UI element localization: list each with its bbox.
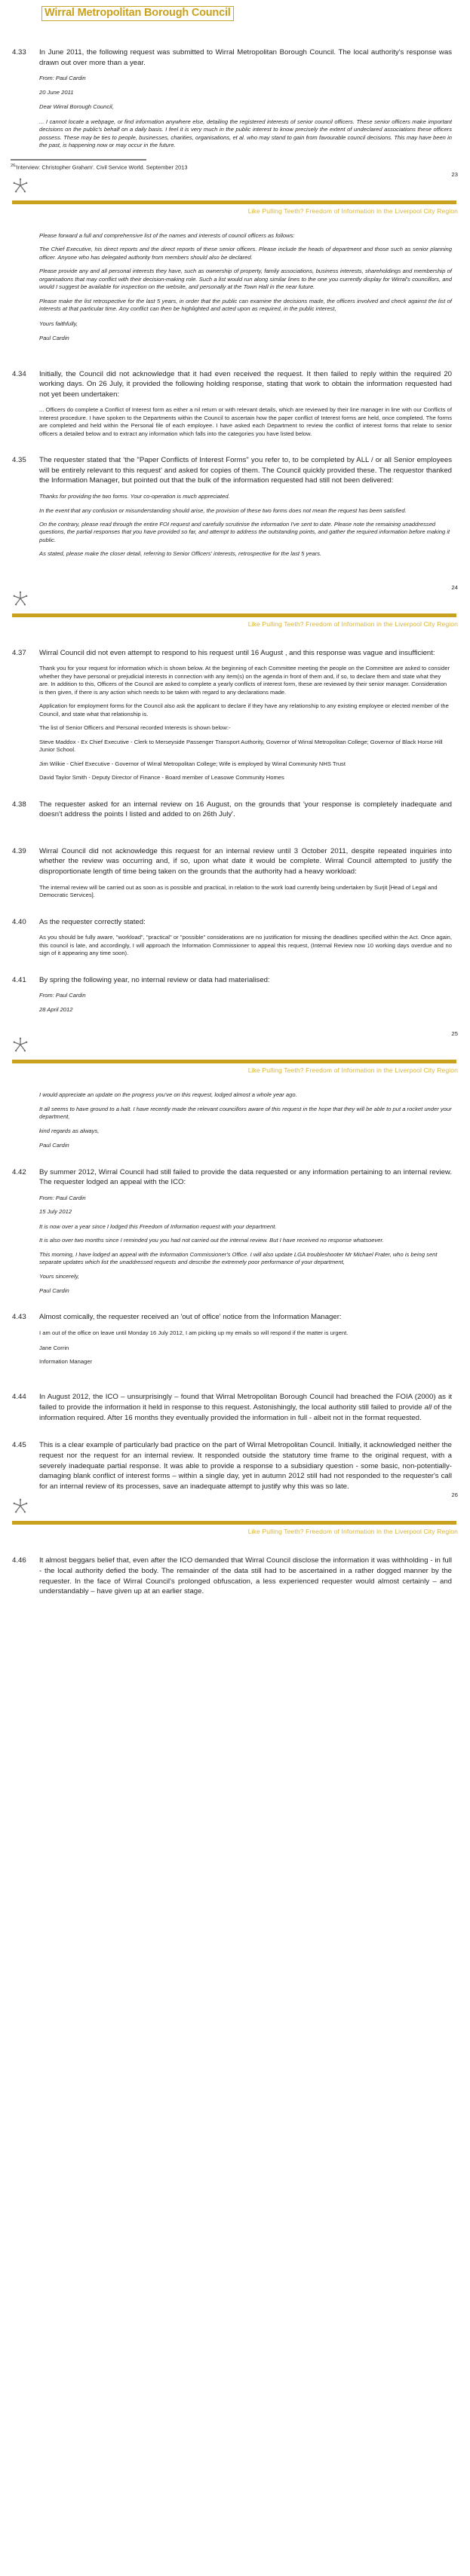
page-title: Wirral Metropolitan Borough Council <box>41 6 234 21</box>
page-24 <box>0 218 470 631</box>
paragraph-4-37 <box>0 648 470 659</box>
quote-4-37-body <box>39 665 452 782</box>
paragraph-4-34 <box>0 369 470 400</box>
paragraph-number: 4.44 <box>12 1393 26 1402</box>
paragraph-text: By spring the following year, no internal review or data had materialised: <box>39 975 270 984</box>
quote-4-40-body <box>39 934 452 957</box>
quote-signature-role: Information Manager <box>39 1358 93 1366</box>
page-27-partial <box>0 1538 470 1596</box>
paragraph-number: 4.34 <box>12 369 26 378</box>
paragraph-number: 4.35 <box>12 456 26 465</box>
page-number-24: 24 <box>451 583 458 591</box>
quote-paragraph: Please forward a full and comprehensive list of the names and interests of council officers as follows: <box>39 231 295 239</box>
quote-4-41-signature <box>39 1142 452 1149</box>
page-number-25: 25 <box>451 1030 458 1038</box>
quote-paragraph: Thanks for providing the two forms. Your co-operation is much appreciated. <box>39 493 230 500</box>
paragraph-4-44 <box>0 1392 470 1423</box>
quote-4-41-header <box>39 992 452 1014</box>
quote-paragraph: It is also over two months since I reminded you you had not carried out the internal review. But I have received no response whatsoever. <box>39 1237 384 1244</box>
quote-paragraph: The internal review will be carried out as soon as is possible and practical, in relation to the work load currently being undertaken by Surjit [Head of Legal and Democratic Services]. <box>39 883 438 899</box>
quote-date: 15 July 2012 <box>39 1208 72 1216</box>
star-logo-mark <box>12 1498 29 1513</box>
quote-officer-entry: David Taylor Smith - Deputy Director of Finance - Board member of Leasowe Community Homes <box>39 774 284 782</box>
quote-date: 28 April 2012 <box>39 1005 73 1013</box>
quote-paragraph: This morning, I have lodged an appeal with the Information Commissioner's Office. I will also update LGA troubleshooter Mr Michael Frater, who is being sent separate updates which list the unaddressed requests and describe the extremely poor performance of your department, <box>39 1250 438 1266</box>
paragraph-text: This is a clear example of particularly bad practice on the part of Wirral Metropolitan Council. Initially, it acknowledged neither the request nor the request for an internal review. It responded outside the statutory time frame to the original request, with a severely inadequate partial response. It was able to provide a response to a subsidiary question - some basic, non-potentially-damaging blank conflict of interest forms – within a single day, yet in autumn 2012 still had not responded to the requester's call for an internal review of its processes, save an inadequate attempt to justify why this was so late. <box>39 1441 452 1491</box>
page-26 <box>0 1077 470 1538</box>
paragraph-number: 4.38 <box>12 800 26 809</box>
footnote-marker: 26 <box>11 163 16 168</box>
paragraph-number: 4.43 <box>12 1313 26 1322</box>
page-footer-26 <box>0 1521 470 1538</box>
star-logo-mark <box>12 178 29 193</box>
paragraph-4-41 <box>0 975 470 986</box>
quote-from: From: Paul Cardin <box>39 75 86 82</box>
quote-paragraph: Please provide any and all personal interests they have, such as ownership of property, family associations, business interests, shareholdings and membership of organisations that may conflict with their decision-making role. Such a list would run along similar lines to the one you currently display for Wirral's councillors, and would I suggest be available for inspection on the website, and personally at the Town Hall in the near future. <box>39 268 452 291</box>
paragraph-text: The requester asked for an internal review on 16 August, on the grounds that 'your response is completely inadequate and doesn't address the points I listed and added to on 26th July'. <box>39 800 452 819</box>
paragraph-text <box>39 1392 452 1423</box>
quote-paragraph: It all seems to have ground to a halt. I have recently made the relevant councillors aware of this request in the hope that they will be able to put a rocket under your department, <box>39 1105 452 1121</box>
quote-date: 20 June 2011 <box>39 88 74 96</box>
paragraph-4-33 <box>0 47 470 68</box>
quote-paragraph: ... I cannot locate a webpage, or find information anywhere else, detailing the registered interests of senior council officers. These senior officers make important decisions on the public's behalf on a daily basis. I feel it is very much in the public interest to know precisely the extent of undeclared associations these officers possess. These may be ties to people, businesses, charities, organisations, et al. who may stand to gain from favourable council decisions. This may have been in the past, is happening now or may occur in the future. <box>39 118 452 149</box>
quote-4-42-body <box>39 1223 452 1280</box>
page-23 <box>0 0 470 218</box>
quote-paragraph: Please make the list retrospective for the last 5 years, in order that the public can examine the decisions made, the officers involved and check against the list of interests at that particular time. Any conflict can then be highlighted and acted upon as required, in the public interest, <box>39 297 452 313</box>
quote-paragraph: As you should be fully aware, "workload", "practical" or "possible" considerations are no justification for missing the deadlines specified within the Act. Once again, this council is late, and accordingly, I will approach the Information Commissioner to appeal this request, (Internal Review now 10 working days overdue and no sign of it appearing any time soon). <box>39 934 452 957</box>
paragraph-text: Wirral Council did not even attempt to respond to his request until 16 August , and this response was vague and insufficient: <box>39 648 435 657</box>
quote-4-42-header <box>39 1195 452 1216</box>
paragraph-number: 4.41 <box>12 975 26 984</box>
paragraph-text: In June 2011, the following request was submitted to Wirral Metropolitan Borough Council. The local authority's response was drawn out over more than a year. <box>39 48 452 67</box>
quote-paragraph: I am out of the office on leave until Monday 16 July 2012, I am picking up my emails so will respond if the matter is urgent. <box>39 1329 349 1337</box>
quote-4-33-signature <box>39 335 452 342</box>
paragraph-text-part-1: In August 2012, the ICO – unsurprisingly – found that Wirral Metropolitan Borough Council had breached the FOIA (2000) as it failed to provide the information it held in response to this request. Astonishingly, the local authority still failed to provide <box>39 1393 452 1412</box>
document-title-wrap <box>0 0 470 21</box>
quote-4-34-body <box>39 406 452 438</box>
running-head: Like Pulling Teeth? Freedom of Information in the Liverpool City Region <box>247 620 458 628</box>
quote-paragraph: The Chief Executive, his direct reports and the direct reports of these senior officers. Please include the heads of department and those such as senior planning officer. Anyone who has delegated authority from members should also be declared. <box>39 246 452 261</box>
footnote-text: 'Interview: Christopher Graham'. Civil Service World. September 2013 <box>15 164 188 171</box>
paragraph-4-42 <box>0 1167 470 1188</box>
footnote <box>11 164 470 171</box>
quote-paragraph: In the event that any confusion or misunderstanding should arise, the provision of these two forms does not mean the request has been satisfied. <box>39 506 407 514</box>
quote-paragraph: Thank you for your request for information which is shown below. At the beginning of each Committee meeting the people on the Committee are asked to consider whether they have personal or prejudicial interests in connection with any item(s) on the agenda in front of them and, if so, to declare them and state what they are. In addition to this, Officers of the Council are asked to complete a yearly conflicts of interest form, these are reviewed by their senior manager. Consideration is then given, if there is any action which needs to be taken with regard to any declarations made. <box>39 665 450 696</box>
paragraph-4-39 <box>0 846 470 877</box>
quote-4-35-body <box>39 493 452 558</box>
paragraph-text: The requester stated that 'the "Paper Conflicts of Interest Forms" you refer to, to be completed by ALL / or all Senior employees will be entirely relevant to this request' and asked for copies of them. The Council quickly provided these. The requestor thanked the Information Manager, but pointed out that the bulk of the information requested had still not been delivered: <box>39 456 452 485</box>
paragraph-text-part-2: of the information required. After 16 months they eventually provided the information in full - albeit not in the format requested. <box>39 1403 453 1422</box>
quote-signoff: Yours faithfully, <box>39 320 78 327</box>
quote-4-33-signoff <box>39 320 452 328</box>
paragraph-4-40 <box>0 917 470 928</box>
quote-paragraph: Application for employment forms for the Council also ask the applicant to declare if they have any relationship to any existing employee or elected member of the Council, and state what that relationship is. <box>39 702 449 717</box>
quote-4-33-cont <box>39 232 452 314</box>
paragraph-number: 4.37 <box>12 648 26 657</box>
quote-paragraph: It is now over a year since I lodged this Freedom of Information request with your department. <box>39 1222 277 1230</box>
page-footer-23 <box>0 200 470 218</box>
paragraph-text: It almost beggars belief that, even after the ICO demanded that Wirral Council disclose the information it was withholding - in full - the local authority defied the body. The remainder of the data still had to be ascertained in a rather dogged manner by the requester. In the face of Wirral Council's prolonged obfuscation, a less experienced requester would almost certainly – and understandably – have given up at an earlier stage. <box>39 1556 452 1596</box>
quote-paragraph: As stated, please make the closer detail, referring to Senior Officers' interests, retrospective for the last 5 years. <box>39 550 322 558</box>
quote-paragraph: I would appreciate an update on the progress you've on this request, lodged almost a whole year ago. <box>39 1091 297 1099</box>
paragraph-4-45 <box>0 1440 470 1491</box>
paragraph-number: 4.33 <box>12 48 26 57</box>
star-logo-mark <box>12 591 29 606</box>
quote-signoff: kind regards as always, <box>39 1127 100 1134</box>
page-footer-24 <box>0 613 470 631</box>
quote-paragraph: On the contrary, please read through the entire FOI request and carefully scrutinise the information I've sent to date. Please note the remaining unaddressed questions, the partial responses that you have provided so far, and attempt to address the outstanding points, and gather the required information before making it public. <box>39 520 450 543</box>
paragraph-4-38 <box>0 800 470 820</box>
paragraph-text: Wirral Council did not acknowledge this request for an internal review until 3 October 2011, despite repeated inquiries into whether the review was occurring and, if so, upon what date it would be complete. Wirral Council attempted to justify the disproportionate length of time being taken on the grounds that the authority had a heavy workload: <box>39 846 452 877</box>
quote-4-33-body <box>39 118 452 150</box>
paragraph-text: Almost comically, the requester received an 'out of office' notice from the Information Manager: <box>39 1313 342 1322</box>
paragraph-4-46 <box>0 1556 470 1596</box>
paragraph-number: 4.45 <box>12 1441 26 1450</box>
quote-4-43-signature <box>39 1345 452 1366</box>
running-head: Like Pulling Teeth? Freedom of Information in the Liverpool City Region <box>247 207 458 215</box>
paragraph-4-35 <box>0 455 470 486</box>
quote-paragraph: ... Officers do complete a Conflict of Interest form as either a nil return or with relevant details, which are reviewed by their line manager in line with our Conflicts of Interest procedure. I have spoken to the Departments within the Council to ascertain how the paper conflict of Interest forms are held, once completed. The forms are completed and held within the Personal file of each employee. I have asked each Department to review the conflict of interest forms that relate to senior officers a detailed below and to extract any information which falls into the categories you have listed below. <box>39 406 452 437</box>
quote-signature: Paul Cardin <box>39 1287 69 1294</box>
quote-4-33-salutation <box>39 103 452 111</box>
page-25 <box>0 631 470 1077</box>
quote-4-33-header <box>39 75 452 96</box>
paragraph-text: Initially, the Council did not acknowledge that it had even received the request. It then failed to reply within the required 20 working days. On 26 July, it provided the following holding response, stating that work to obtain the information requested had not yet been undertaken: <box>39 369 452 399</box>
quote-4-39-body <box>39 884 452 900</box>
page-number-23: 23 <box>451 170 458 178</box>
star-logo-mark <box>12 1037 29 1052</box>
footnote-divider <box>11 159 146 161</box>
paragraph-text: By summer 2012, Wirral Council had still failed to provide the data requested or any information pertaining to an internal review. The requester lodged an appeal with the ICO: <box>39 1167 452 1187</box>
paragraph-emphasis: all <box>424 1403 432 1412</box>
paragraph-number: 4.40 <box>12 917 26 926</box>
page-footer-25 <box>0 1060 470 1077</box>
running-head: Like Pulling Teeth? Freedom of Information in the Liverpool City Region <box>247 1528 458 1536</box>
quote-signature: Paul Cardin <box>39 335 69 342</box>
paragraph-4-43 <box>0 1312 470 1323</box>
quote-signoff: Yours sincerely, <box>39 1272 80 1280</box>
quote-officer-entry: Jim Wilkie - Chief Executive - Governor of Wirral Metropolitan College; Wife is employed by Wirral Community NHS Trust <box>39 760 346 767</box>
quote-from: From: Paul Cardin <box>39 1194 86 1201</box>
quote-salutation: Dear Wirral Borough Council, <box>39 103 114 111</box>
quote-paragraph: The list of Senior Officers and Personal recorded Interests is shown below:- <box>39 724 231 732</box>
quote-4-41-body <box>39 1091 452 1135</box>
quote-4-42-signature <box>39 1287 452 1295</box>
page-number-26: 26 <box>451 1491 458 1499</box>
paragraph-number: 4.42 <box>12 1167 26 1176</box>
quote-signature: Paul Cardin <box>39 1142 69 1149</box>
quote-signature-name: Jane Corrin <box>39 1344 69 1351</box>
quote-4-43-body <box>39 1329 452 1337</box>
paragraph-number: 4.46 <box>12 1556 26 1565</box>
paragraph-text: As the requester correctly stated: <box>39 917 146 926</box>
quote-from: From: Paul Cardin <box>39 992 86 999</box>
running-head: Like Pulling Teeth? Freedom of Information in the Liverpool City Region <box>247 1066 458 1075</box>
paragraph-number: 4.39 <box>12 846 26 855</box>
quote-officer-entry: Steve Maddox - Ex Chief Executive - Clerk to Merseyside Passenger Transport Authority, Governor of Wirral Metropolitan College; Governor of Black Horse Hill Junior School. <box>39 738 443 754</box>
